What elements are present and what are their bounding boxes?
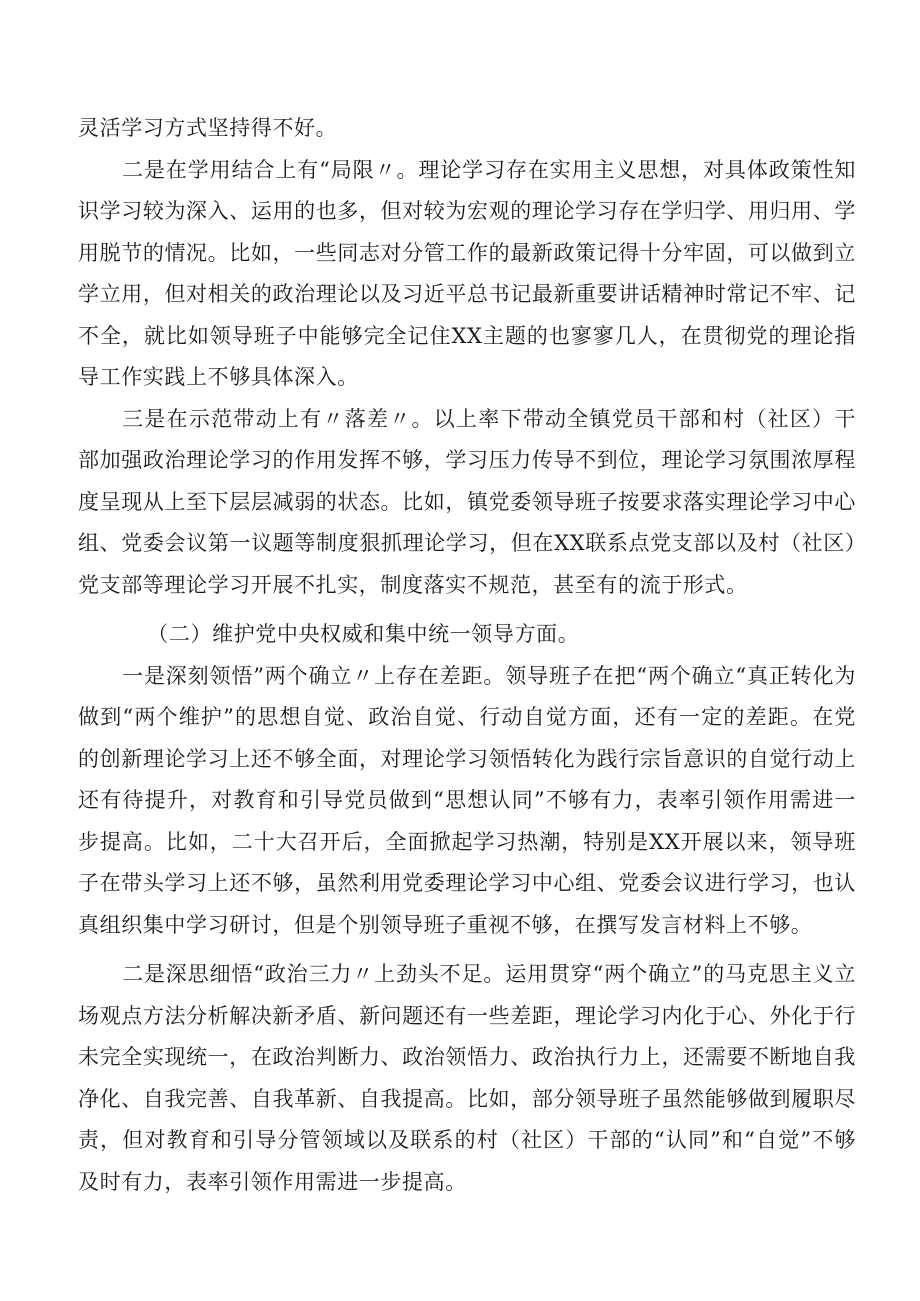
paragraph-continuation: 灵活学习方式坚持得不好。 [78, 116, 338, 140]
section-heading: （二）维护党中央权威和集中统一领导方面。 [147, 622, 580, 646]
paragraph-two-establishments: 一是深刻领悟”两个确立〃上存在差距。领导班子在把“两个确立“真正转化为做到“两个维护”的思想自觉、政治自觉、行动自觉方面，还有一定的差距。在党的创新理论学习上还不够全面，对理论学习领悟转化为践行宗旨意识的自觉行动上还有待提升，对教育和引导党员做到“思想认同”不够有力，表率引领作用需进一步提高。比如，二十大召开后，全面掀起学习热潮，特别是XX开展以来，领导班子在带头学习上还不够，虽然利用党委理论学习中心组、党委会议进行学习，也认真组织集中学习研讨，但是个别领导班子重视不够，在撰写发言材料上不够。 [78, 663, 856, 937]
paragraph-demonstration: 三是在示范带动上有〃落差〃。以上率下带动全镇党员干部和村（社区）干部加强政治理论学习的作用发挥不够，学习压力传导不到位，理论学习氛围浓厚程度呈现从上至下层层减弱的状态。比如，镇党委领导班子按要求落实理论学习中心组、党委会议第一议题等制度狠抓理论学习，但在XX联系点党支部以及村（社区）党支部等理论学习开展不扎实，制度落实不规范，甚至有的流于形式。 [78, 406, 856, 597]
paragraph-political-three-forces: 二是深思细悟“政治三力〃上劲头不足。运用贯穿“两个确立”的马克思主义立场观点方法分析解决新矛盾、新问题还有一些差距，理论学习内化于心、外化于行未完全实现统一，在政治判断力、政治领悟力、政治执行力上，还需要不断地自我净化、自我完善、自我革新、自我提高。比如，部分领导班子虽然能够做到履职尽责，但对教育和引导分管领域以及联系的村（社区）干部的“认同”和“自觉”不够及时有力，表率引领作用需进一步提高。 [78, 962, 856, 1194]
paragraph-learning-application: 二是在学用结合上有“局限〃。理论学习存在实用主义思想，对具体政策性知识学习较为深入、运用的也多，但对较为宏观的理论学习存在学归学、用归用、学用脱节的情况。比如，一些同志对分管工作的最新政策记得十分牢固，可以做到立学立用，但对相关的政治理论以及习近平总书记最新重要讲话精神时常记不牢、记不全，就比如领导班子中能够完全记住XX主题的也寥寥几人，在贯彻党的理论指导工作实践上不够具体深入。 [78, 157, 856, 389]
document-body [78, 108, 856, 1203]
